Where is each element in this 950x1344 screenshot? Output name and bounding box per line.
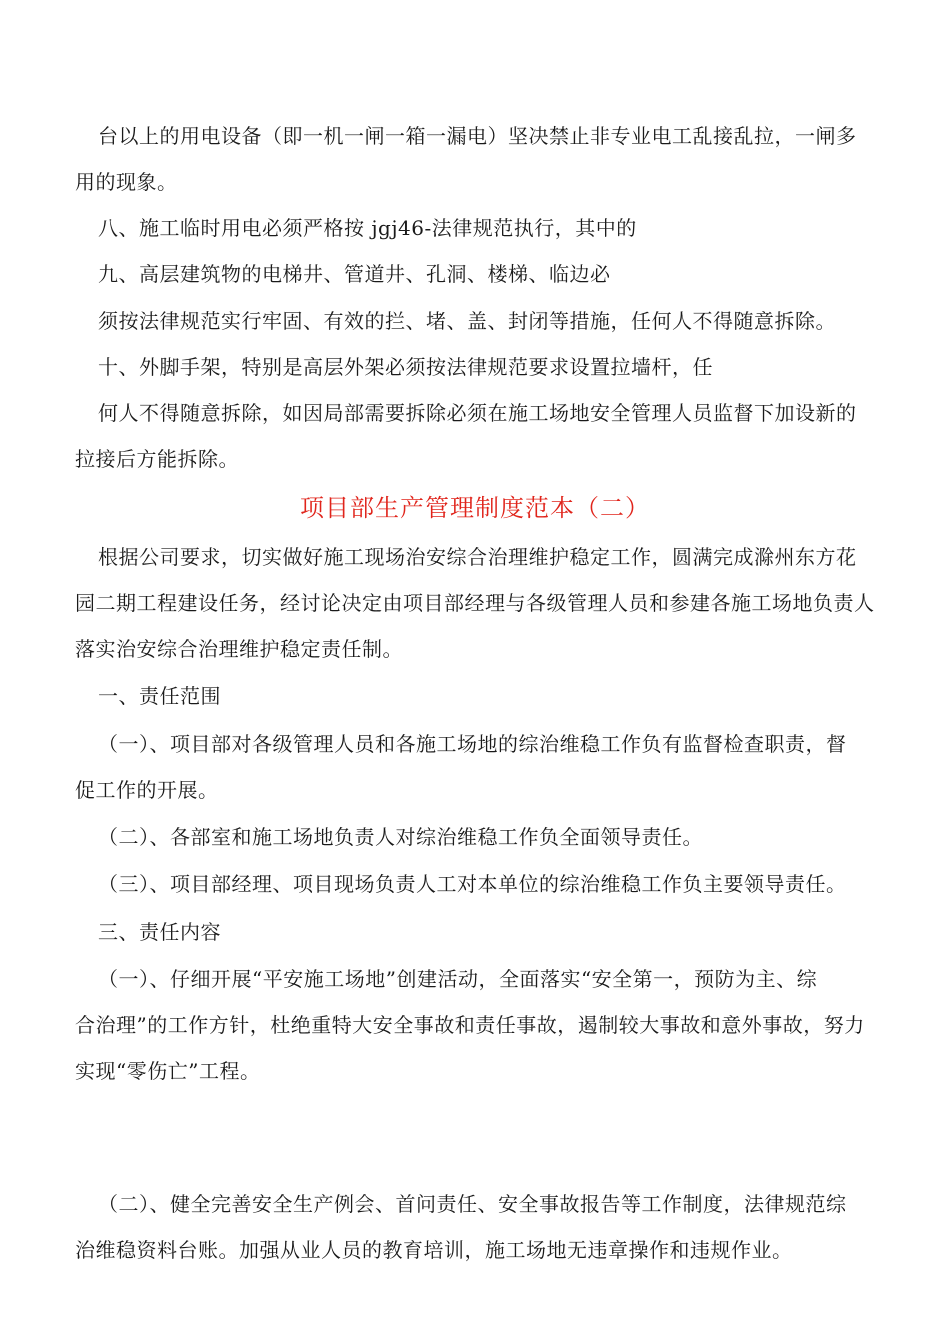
paragraph-line: （三）、项目部经理、项目现场负责人工对本单位的综治维稳工作负主要领导责任。 (98, 872, 847, 896)
paragraph-line: 根据公司要求，切实做好施工现场治安综合治理维护稳定工作，圆满完成滁州东方花 (98, 545, 857, 569)
paragraph-line: 须按法律规范实行牢固、有效的拦、堵、盖、封闭等措施，任何人不得随意拆除。 (98, 309, 836, 333)
paragraph-line: 落实治安综合治理维护稳定责任制。 (75, 637, 403, 661)
paragraph-line: （一）、仔细开展“平安施工场地”创建活动，全面落实“安全第一，预防为主、综 (98, 967, 818, 991)
paragraph-line: 园二期工程建设任务，经讨论决定由项目部经理与各级管理人员和参建各施工场地负责人 (75, 591, 875, 615)
paragraph-line: 合治理”的工作方针，杜绝重特大安全事故和责任事故，遏制较大事故和意外事故，努力 (75, 1013, 865, 1037)
section-heading: 一、责任范围 (98, 684, 221, 708)
paragraph-line: 九、高层建筑物的电梯井、管道井、孔洞、楼梯、临边必 (98, 262, 611, 286)
paragraph-line: 用的现象。 (75, 170, 178, 194)
paragraph-line: 促工作的开展。 (75, 778, 219, 802)
paragraph-line: （二）、各部室和施工场地负责人对综治维稳工作负全面领导责任。 (98, 825, 703, 849)
section-title: 项目部生产管理制度范本（二） (300, 494, 650, 522)
paragraph-line: 八、施工临时用电必须严格按 jgj46-法律规范执行，其中的 (98, 216, 637, 240)
paragraph-line: （一）、项目部对各级管理人员和各施工场地的综治维稳工作负有监督检查职责，督 (98, 732, 847, 756)
paragraph-line: 台以上的用电设备（即一机一闸一箱一漏电）坚决禁止非专业电工乱接乱拉，一闸多 (98, 124, 857, 148)
paragraph-line: 拉接后方能拆除。 (75, 447, 239, 471)
paragraph-line: 实现“零伤亡”工程。 (75, 1059, 261, 1083)
paragraph-line: 十、外脚手架，特别是高层外架必须按法律规范要求设置拉墙杆，任 (98, 355, 713, 379)
section-heading: 三、责任内容 (98, 920, 221, 944)
paragraph-line: 何人不得随意拆除，如因局部需要拆除必须在施工场地安全管理人员监督下加设新的 (98, 401, 857, 425)
paragraph-line: 治维稳资料台账。加强从业人员的教育培训，施工场地无违章操作和违规作业。 (75, 1238, 793, 1262)
paragraph-line: （二）、健全完善安全生产例会、首问责任、安全事故报告等工作制度，法律规范综 (98, 1192, 847, 1216)
